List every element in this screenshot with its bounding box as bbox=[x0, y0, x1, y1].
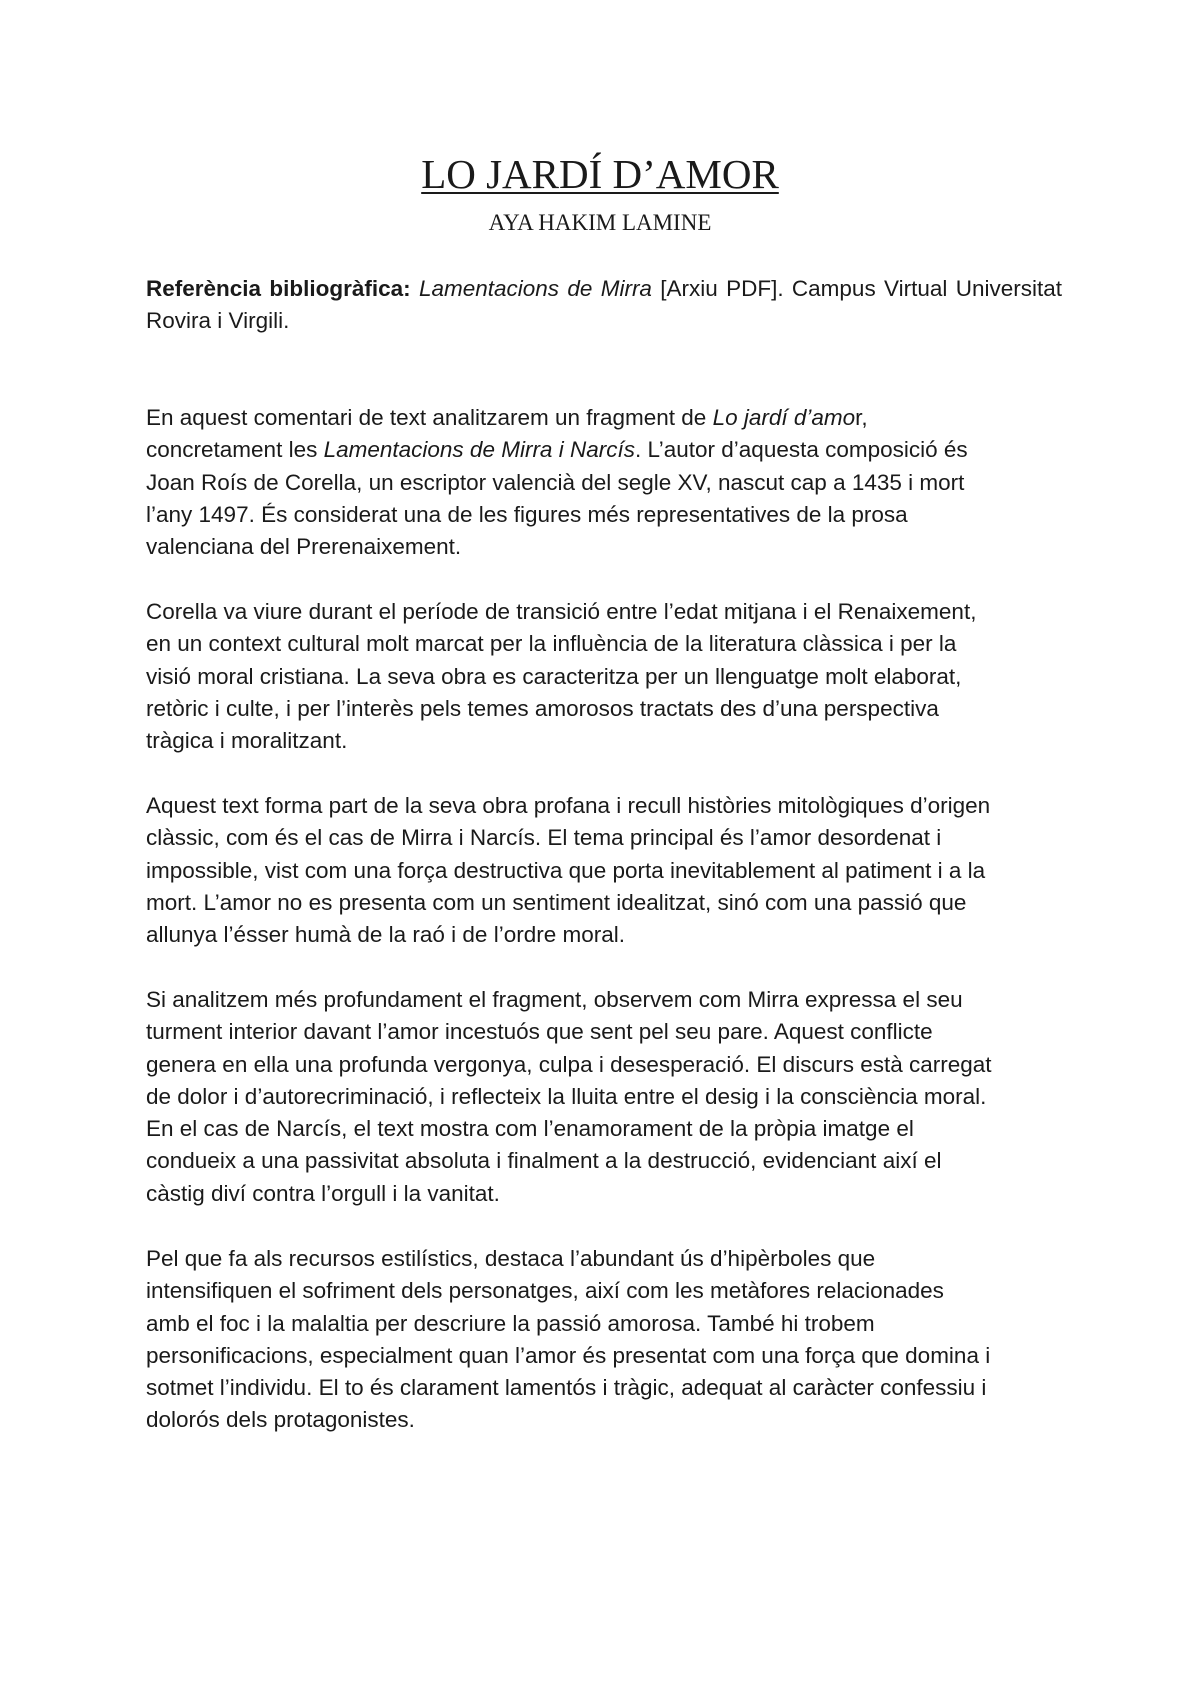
paragraph-line: condueix a una passivitat absoluta i finalment a la destrucció, evidenciant així el bbox=[146, 1148, 942, 1174]
work-title-italic: Lamentacions de Mirra i Narcís bbox=[323, 437, 635, 463]
paragraph-line: Joan Roís de Corella, un escriptor valencià del segle XV, nascut cap a 1435 i mort bbox=[146, 469, 965, 495]
text-run: r, bbox=[855, 405, 868, 430]
paragraph-line: allunya l’ésser humà de la raó i de l’ordre moral. bbox=[146, 922, 625, 948]
paragraph-line: turment interior davant l’amor incestuós que sent pel seu pare. Aquest conflicte bbox=[146, 1019, 933, 1045]
paragraph-style bbox=[146, 1243, 1062, 1437]
paragraph-line: Si analitzem més profundament el fragment, observem com Mirra expressa el seu bbox=[146, 987, 963, 1012]
paragraph-line: En el cas de Narcís, el text mostra com l’enamorament de la pròpia imatge el bbox=[146, 1116, 914, 1142]
bibliography-source: [Arxiu PDF]. Campus Virtual bbox=[651, 276, 948, 301]
paragraph-line: intensifiquen el sofriment dels personatges, així com les metàfores relacionades bbox=[146, 1278, 944, 1304]
paragraph-line: mort. L’amor no es presenta com un sentiment idealitzat, sinó com una passió que bbox=[146, 889, 967, 915]
paragraph-theme bbox=[146, 790, 1062, 951]
paragraph-line: personificacions, especialment quan l’amor és presentat com una força que domina i bbox=[146, 1342, 991, 1368]
text-run: En aquest comentari de text analitzarem un fragment de bbox=[146, 405, 713, 430]
paragraph-line: dolorós dels protagonistes. bbox=[146, 1407, 415, 1433]
paragraph-line: retòric i culte, i per l’interès pels temes amorosos tractats des d’una perspectiva bbox=[146, 695, 939, 721]
bibliographic-reference bbox=[146, 273, 1062, 338]
paragraph-context bbox=[146, 596, 1062, 757]
paragraph-line: sotmet l’individu. El to és clarament lamentós i tràgic, adequat al caràcter confessiu i bbox=[146, 1375, 987, 1401]
paragraph-line: Aquest text forma part de la seva obra profana i recull històries mitològiques d’origen bbox=[146, 793, 991, 818]
text-run: . L’autor d’aquesta composició és bbox=[634, 437, 968, 463]
bibliography-work-title: Lamentacions de Mirra bbox=[418, 276, 652, 301]
paragraph-line bbox=[146, 434, 1062, 466]
bibliography-label: Referència bibliogràfica: bbox=[146, 276, 411, 301]
paragraph-line: amb el foc i la malaltia per descriure la passió amorosa. També hi trobem bbox=[146, 1310, 875, 1336]
paragraph-line: valenciana del Prerenaixement. bbox=[146, 534, 462, 560]
paragraph-line: genera en ella una profunda vergonya, culpa i desesperació. El discurs està carregat bbox=[146, 1051, 992, 1077]
paragraph-line: Corella va viure durant el període de transició entre l’edat mitjana i el Renaixement, bbox=[146, 599, 977, 624]
paragraph-line bbox=[146, 402, 1062, 434]
paragraph-line: Pel que fa als recursos estilístics, destaca l’abundant ús d’hipèrboles que bbox=[146, 1246, 876, 1271]
bibliography-institution: Universitat Rovira i Virgili. bbox=[146, 276, 1062, 334]
paragraph-line: visió moral cristiana. La seva obra es caracteritza per un llenguatge molt elaborat, bbox=[146, 663, 962, 689]
document-author: AYA HAKIM LAMINE bbox=[488, 210, 712, 235]
paragraph-line: clàssic, com és el cas de Mirra i Narcís. El tema principal és l’amor desordenat i bbox=[146, 825, 942, 851]
paragraph-line: impossible, vist com una força destructiva que porta inevitablement al patiment i a la bbox=[146, 857, 986, 883]
paragraph-line: càstig diví contra l’orgull i la vanitat. bbox=[146, 1180, 500, 1206]
document-title: LO JARDÍ D’AMOR bbox=[421, 151, 779, 197]
paragraph-line: tràgica i moralitzant. bbox=[146, 728, 348, 754]
paragraph-analysis bbox=[146, 984, 1062, 1210]
work-title-italic: Lo jardí d’amo bbox=[712, 405, 856, 430]
paragraph-introduction bbox=[146, 402, 1062, 563]
paragraph-line: l’any 1497. És considerat una de les figures més representatives de la prosa bbox=[146, 501, 908, 527]
paragraph-line: en un context cultural molt marcat per la influència de la literatura clàssica i per la bbox=[146, 631, 957, 657]
paragraph-line: de dolor i d’autorecriminació, i reflecteix la lluita entre el desig i la consciència moral. bbox=[146, 1083, 987, 1109]
text-run: concretament les bbox=[146, 437, 324, 463]
